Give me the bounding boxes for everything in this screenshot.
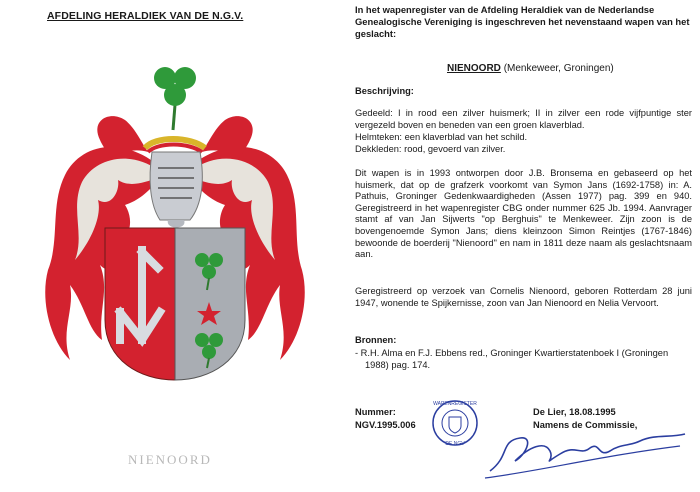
bronnen-list <box>355 348 692 371</box>
arms-caption: NIENOORD <box>128 452 212 467</box>
handwritten-signature <box>480 416 695 486</box>
shield <box>105 228 245 380</box>
nummer-label: Nummer: <box>355 407 396 417</box>
register-stamp <box>430 398 480 448</box>
beschrijving-title: Beschrijving: <box>355 86 414 96</box>
blazon-text: Gedeeld: I in rood een zilver huismerk; II in zilver een rode vijfpuntige ster vergezeld boven en beneden van een groen klaverblad. <box>355 108 692 130</box>
intro-text: In het wapenregister van de Afdeling Heraldiek van de Nederlandse Genealogische Vereniging is ingeschreven het nevenstaand wapen van het geslacht: <box>355 4 690 39</box>
helmet <box>150 152 202 228</box>
registered-text: Geregistreerd op verzoek van Cornelis Nienoord, geboren Rotterdam 28 juni 1947, wonende te Spijkernisse, zoon van Jan Nienoord en Nelia Vervoort. <box>355 286 692 308</box>
history-text: Dit wapen is in 1993 ontworpen door J.B. Bronsema en gebaseerd op het huismerk, dat op de grafzerk voorkomt van Symon Jans (1692-1758) in: A. Pathuis, Groninger Gedenkwaardigheden (Assen 1977) pag. 399 en 940. Geregistreerd in het wapenregister CBG onder nummer 625 Jb. 1994. Aanvrager stamt af van Jan Sijwerts "op Berghuis" te Menkeweer. Zijn zoon is de bovengenoemde Symon Jans; diens kleinzoon Simon Reintjes (1767-1846) bewoonde de boerderij "Nienoord" en nam in 1811 deze naam als geslachtsnaam aan. <box>355 168 692 260</box>
stamp-top-text: WAPENREGISTER <box>433 401 477 407</box>
coat-of-arms <box>40 40 310 410</box>
arms-panel <box>0 0 340 492</box>
department-header: AFDELING HERALDIEK VAN DE N.G.V. <box>47 10 244 22</box>
crest-clover <box>154 67 196 130</box>
registration-number <box>355 406 416 432</box>
wreath <box>145 139 205 152</box>
family-origin: (Menkeweer, Groningen) <box>503 63 614 74</box>
crest-text: Helmteken: een klaverblad van het schild. <box>355 132 528 142</box>
place-date: De Lier, 18.08.1995 <box>533 407 616 417</box>
bronnen-title: Bronnen: <box>355 335 397 345</box>
family-heading <box>447 63 614 75</box>
nummer-value: NGV.1995.006 <box>355 420 416 430</box>
family-name: NIENOORD <box>447 63 501 74</box>
bronnen-item: - R.H. Alma en F.J. Ebbens red., Groninger Kwartierstatenboek I (Groningen 1988) pag. 174. <box>355 348 669 370</box>
mantling-text: Dekkleden: rood, gevoerd van zilver. <box>355 144 506 154</box>
commissie-label: Namens de Commissie, <box>533 420 638 430</box>
stamp-bottom-text: DE NGV <box>445 441 465 447</box>
